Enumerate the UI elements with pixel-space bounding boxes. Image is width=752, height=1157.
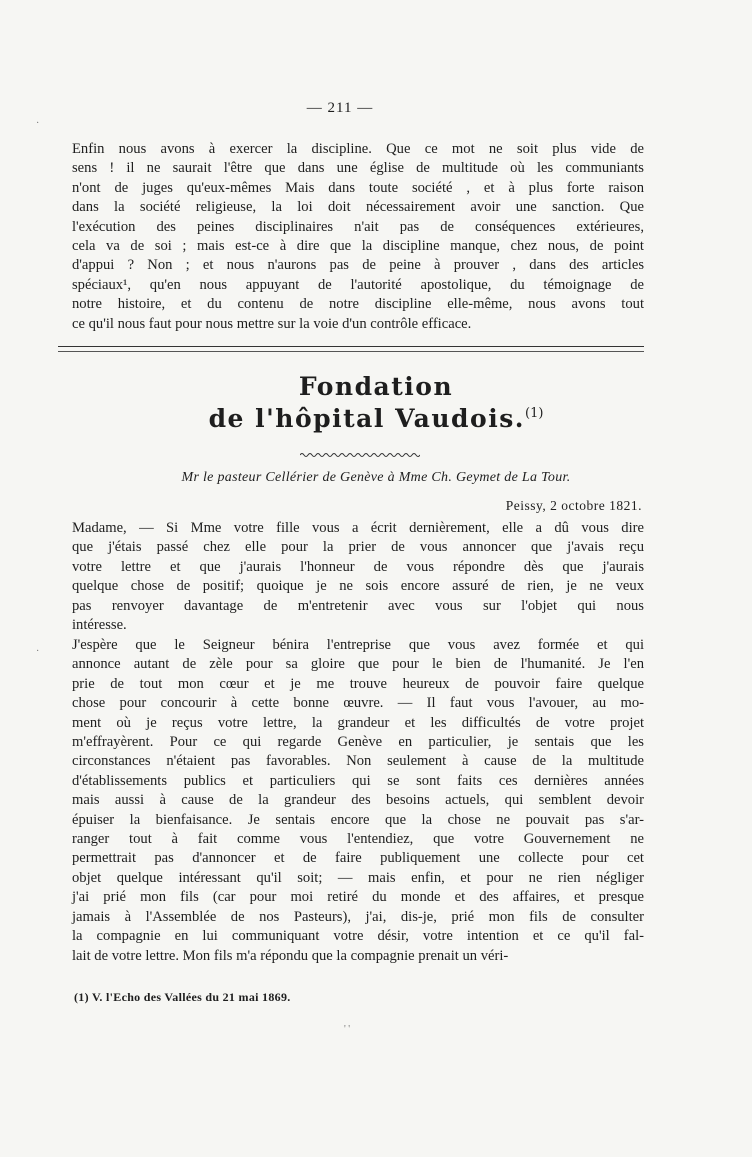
text-line: jamais à l'Assemblée de nos Pasteurs), j'ai, dis-je, prié mon fils de consulter xyxy=(72,908,644,925)
text-line: d'appui ? Non ; et nous n'aurons pas de peine à prouver , dans des articles xyxy=(72,257,644,274)
text-line: prie de tout mon cœur et je me trouve heureux de pouvoir faire quelque xyxy=(72,675,644,692)
text-line: cela va de soi ; mais est-ce à dire que la discipline manque, chez nous, de point xyxy=(72,238,644,255)
footnote: (1) V. l'Echo des Vallées du 21 mai 1869. xyxy=(74,990,291,1004)
text-line: sens ! il ne saurait l'être que dans une église de multitude où les communiants xyxy=(72,160,644,177)
title-line-2 xyxy=(0,404,752,433)
text-line: notre histoire, et du contenu de notre discipline elle-même, nous avons tout xyxy=(72,296,644,313)
text-line: votre lettre et que j'aurais l'honneur de vous répondre dès que j'aurais xyxy=(72,558,644,575)
text-line: Madame, — Si Mme votre fille vous a écrit dernièrement, elle a dû vous dire xyxy=(72,520,644,536)
text-line: ranger tout à fait comme vous l'entendiez, que votre Gouvernement ne xyxy=(72,831,644,848)
letter-heading: Mr le pasteur Cellérier de Genève à Mme Ch. Geymet de La Tour. xyxy=(181,470,571,485)
text-line: d'établissements publics et particuliers qui se sont faits ces dernières années xyxy=(72,772,644,789)
text-line: annonce autant de zèle pour sa gloire que pour le bien de l'humanité. Je l'en xyxy=(72,656,644,673)
text-line: Enfin nous avons à exercer la discipline. Que ce mot ne soit plus vide de xyxy=(72,141,644,157)
text-line: mais aussi à cause de la grandeur des besoins actuels, qui semblent devoir xyxy=(72,792,644,809)
body-paragraph-2 xyxy=(72,636,644,966)
text-line: la compagnie en lui communiquant votre désir, votre intention et ce qu'il fal- xyxy=(72,928,644,945)
title-footnote-ref: (1) xyxy=(525,406,544,421)
ornament-wavy-rule xyxy=(300,452,420,458)
text-line: intéresse. xyxy=(72,617,127,634)
page-number: — 211 — xyxy=(306,100,374,116)
text-line: spéciaux¹, qu'en nous appuyant de l'autorité apostolique, du témoignage de xyxy=(72,276,644,293)
text-line: quelque chose de positif; quoique je ne sois encore assuré de rien, je ne veux xyxy=(72,578,644,595)
text-line: objet quelque intéressant qu'il soit; — mais enfin, et pour ne rien négliger xyxy=(72,869,644,886)
text-line: l'exécution des peines disciplinaires n'ait pas de conséquences extérieures, xyxy=(72,218,644,235)
title-text-2: de l'hôpital Vaudois. xyxy=(208,404,525,433)
text-line: circonstances n'étaient pas favorables. Non seulement à cause de la multitude xyxy=(72,753,644,770)
text-line: j'ai prié mon fils (car pour moi retiré du monde et des affaires, et presque xyxy=(72,889,644,906)
text-line: dans la société religieuse, la loi doit nécessairement avoir une sanction. Que xyxy=(72,199,644,216)
body-paragraph-1 xyxy=(72,519,644,635)
margin-mark: · xyxy=(36,646,40,657)
text-line: J'espère que le Seigneur bénira l'entreprise que vous avez formée et qui xyxy=(72,637,644,653)
text-line: que j'étais passé chez elle pour la prier de vous annoncer que j'avais reçu xyxy=(72,539,644,556)
section-divider xyxy=(58,346,644,352)
text-line: ce qu'il nous faut pour nous mettre sur la voie d'un contrôle efficace. xyxy=(72,315,472,332)
text-line: n'ont de juges qu'eux-mêmes Mais dans toute société , et à plus forte raison xyxy=(72,179,644,196)
top-paragraph xyxy=(72,140,644,334)
text-line: m'effrayèrent. Pour ce qui regarde Genève en particulier, je sentais que les xyxy=(72,734,644,751)
margin-mark: · xyxy=(36,118,40,129)
margin-mark: ' ' xyxy=(344,1024,351,1035)
text-line: permettrait pas d'annoncer et de faire publiquement une collecte pour cet xyxy=(72,850,644,867)
text-line: lait de votre lettre. Mon fils m'a répondu que la compagnie prenait un véri- xyxy=(72,947,509,964)
title-line-1 xyxy=(0,372,752,401)
text-line: chose pour concourir à cette bonne œuvre. — Il faut vous l'avouer, au mo- xyxy=(72,695,644,712)
text-line: pas renvoyer davantage de m'entretenir avec vous sur l'objet qui nous xyxy=(72,597,644,614)
letter-dateline: Peissy, 2 octobre 1821. xyxy=(505,498,642,513)
title-text-1: Fondation xyxy=(298,372,454,401)
text-line: épuiser la bienfaisance. Je sentais encore que la chose ne pouvait pas s'ar- xyxy=(72,811,644,828)
text-line: ment où je reçus votre lettre, la grandeur et les difficultés de votre projet xyxy=(72,714,644,731)
